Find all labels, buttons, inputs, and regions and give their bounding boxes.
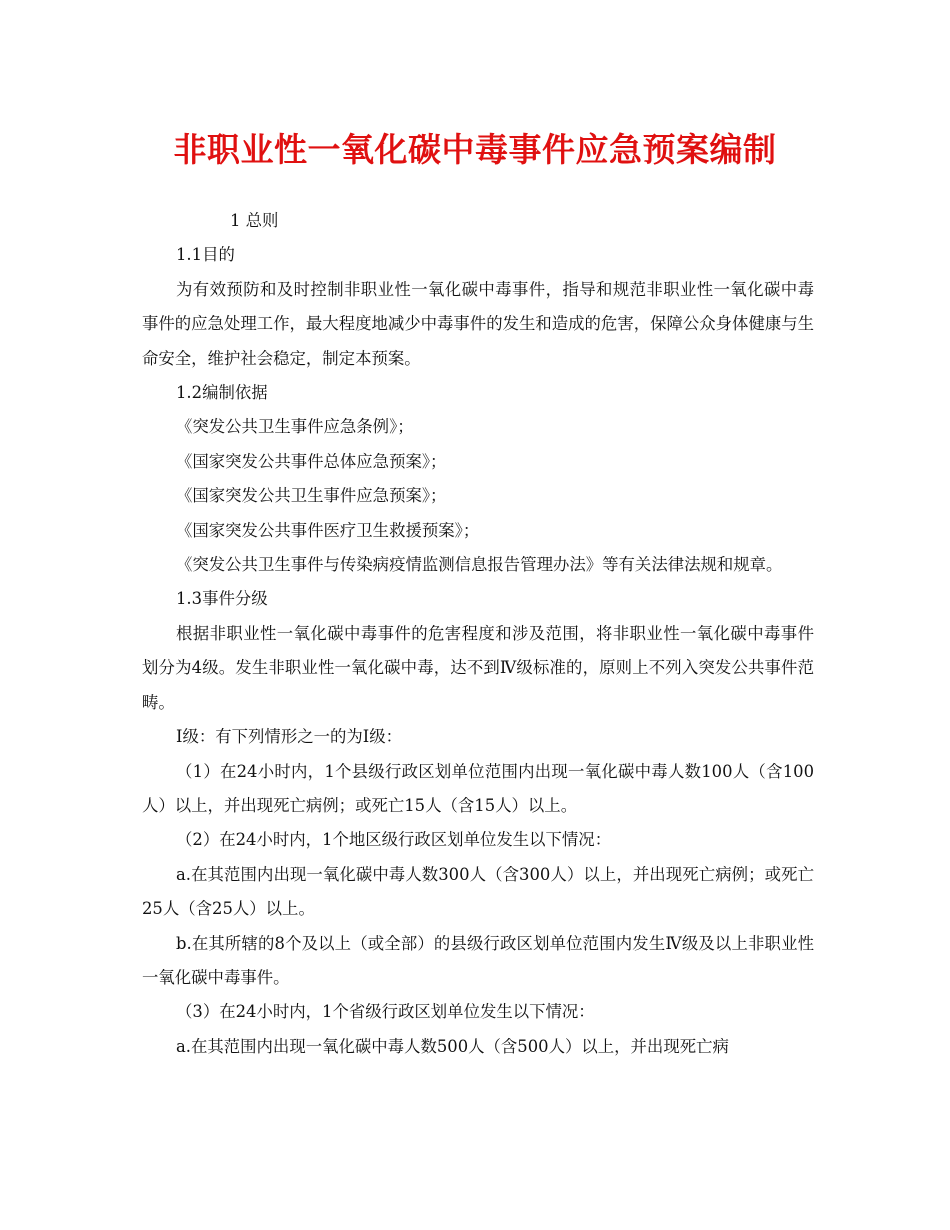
reference-item: 《国家突发公共事件总体应急预案》； [176, 451, 447, 471]
subsection-heading: 1.2编制依据 [176, 383, 268, 403]
paragraph: 根据非职业性一氧化碳中毒事件的危害程度和涉及范围，将非职业性一氧化碳中毒事件划分为4级。发生非职业性一氧化碳中毒，达不到Ⅳ级标准的，原则上不列入突发公共事件范畴。 [142, 623, 814, 712]
section-heading: 1 总则 [230, 211, 279, 230]
subsection-heading: 1.3事件分级 [176, 589, 268, 609]
paragraph: Ⅰ级：有下列情形之一的为Ⅰ级： [176, 727, 403, 747]
reference-item: 《突发公共卫生事件与传染病疫情监测信息报告管理办法》等有关法律法规和规章。 [176, 555, 783, 575]
subsection-heading: 1.1目的 [176, 245, 235, 265]
paragraph: a.在其范围内出现一氧化碳中毒人数500人（含500人）以上，并出现死亡病 [176, 1036, 729, 1056]
document-body [142, 204, 814, 1064]
paragraph: 为有效预防和及时控制非职业性一氧化碳中毒事件，指导和规范非职业性一氧化碳中毒事件的应急处理工作，最大程度地减少中毒事件的发生和造成的危害，保障公众身体健康与生命安全，维护社会稳定，制定本预案。 [142, 279, 815, 368]
document-title: 非职业性一氧化碳中毒事件应急预案编制 [173, 130, 777, 169]
reference-item: 《国家突发公共卫生事件应急预案》； [176, 486, 447, 506]
reference-item: 《突发公共卫生事件应急条例》； [176, 417, 414, 437]
paragraph: a.在其范围内出现一氧化碳中毒人数300人（含300人）以上，并出现死亡病例；或死亡25人（含25人）以上。 [142, 864, 814, 919]
paragraph: （1）在24小时内，1个县级行政区划单位范围内出现一氧化碳中毒人数100人（含100人）以上，并出现死亡病例；或死亡15人（含15人）以上。 [142, 761, 814, 815]
reference-item: 《国家突发公共事件医疗卫生救援预案》； [176, 520, 480, 540]
paragraph: （2）在24小时内，1个地区级行政区划单位发生以下情况： [176, 830, 612, 850]
paragraph: b.在其所辖的8个及以上（或全部）的县级行政区划单位范围内发生Ⅳ级及以上非职业性一氧化碳中毒事件。 [142, 933, 814, 987]
paragraph: （3）在24小时内，1个省级行政区划单位发生以下情况： [176, 1002, 595, 1022]
